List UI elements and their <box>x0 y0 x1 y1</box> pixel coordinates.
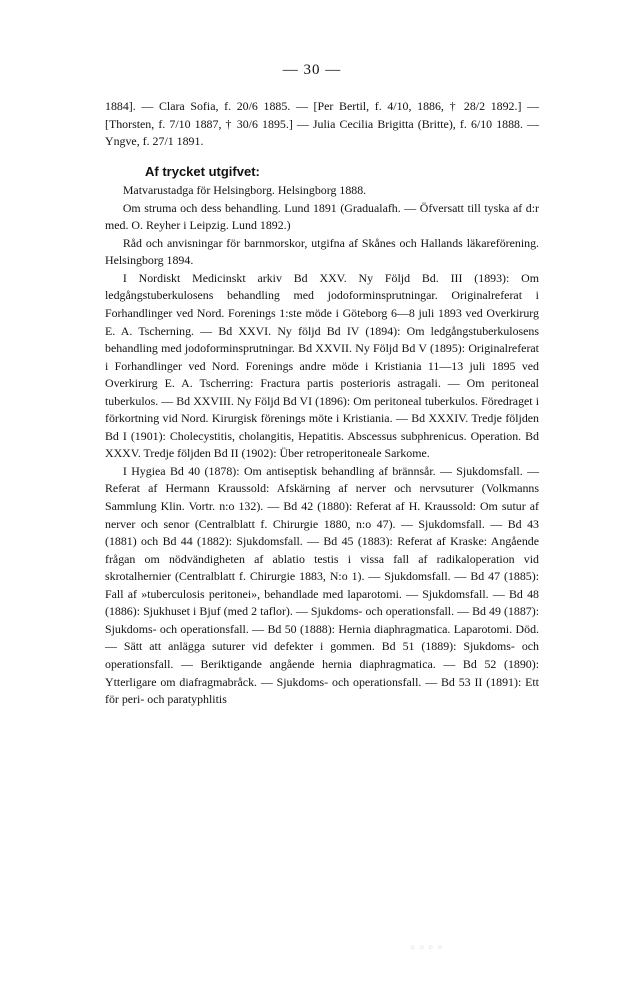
body-text <box>105 98 539 709</box>
entry-paragraph: I Nordiskt Medicinskt arkiv Bd XXV. Ny Följd Bd. III (1893): Om ledgångstuberkulosens behandling med jodoforminsprutningar. Originalreferat i Forhandlinger ved Nord. Forenings 1:ste möde i Göteborg 6—8 juli 1893 ved Overkirurg E. A. Tscherning. — Bd XXVI. Ny följd Bd IV (1894): Om ledgångstuberkulosens behandling med jodoforminsprutningar. Bd XXVII. Ny Följd Bd V (1895): Originalreferat i Forhandlinger ved Nord. Forenings andre möde i Kristiania 11—13 juli 1895 ved Overkirurg E. A. Tscherring: Fractura partis posterioris astragali. — Om peritoneal tuberkulos. — Bd XXVIII. Ny Följd Bd VI (1896): Om peritoneal tuberkulos. Föredraget i förkortning vid Nord. Kirurgisk förenings möte i Kristiania. — Bd XXXIV. Tredje följden Bd I (1901): Cholecystitis, cholangitis, Hepatitis. Abscessus subphrenicus. Operation. Bd XXXV. Tredje följden Bd II (1902): Über retroperitoneale Sarkome. <box>105 270 539 461</box>
page-number: — 30 — <box>282 62 342 78</box>
entry-paragraph: Råd och anvisningar för barnmorskor, utgifna af Skånes och Hallands läkareförening. Helsingborg 1894. <box>105 235 539 268</box>
section-heading: Af trycket utgifvet: <box>145 163 260 179</box>
library-watermark: ◦ ◦ ◦ ◦ <box>410 940 443 956</box>
entry-paragraph: I Hygiea Bd 40 (1878): Om antiseptisk behandling af brännsår. — Sjukdomsfall. — Referat af Hermann Kraussold: Afskärning af nerver och nervsuturer (Volkmanns Sammlung Klin. Vortr. n:o 132). — Bd 42 (1880): Referat af H. Kraussold: Om sutur af nerver och senor (Centralblatt f. Chirurgie 1880, n:o 47). — Sjukdomsfall. — Bd 43 (1881) och Bd 44 (1882): Sjukdomsfall. — Bd 45 (1883): Referat af Kraske: Angående frågan om nödvändigheten af ablatio testis i vissa fall af radikaloperation vid skrotalhernier (Centralblatt f. Chirurgie 1883, N:o 1). — Sjukdomsfall. — Bd 47 (1885): Fall af »tuberculosis peritonei», behandlade med laparotomi. — Sjukdomsfall. — Bd 48 (1886): Sjukhuset i Bjuf (med 2 taflor). — Sjukdoms- och operationsfall. — Bd 49 (1887): Sjukdoms- och operationsfall. — Bd 50 (1888): Hernia diaphragmatica. Laparotomi. Död. — Sätt att anlägga suturer vid defekter i gommen. Bd 51 (1889): Sjukdoms- och operationsfall. — Beriktigande angående hernia diaphragmatica. — Bd 52 (1890): Ytterligare om diafragmabråck. — Sjukdoms- och operationsfall. — Bd 53 II (1891): Ett för peri- och paratyphlitis <box>105 463 539 707</box>
children-paragraph: 1884]. — Clara Sofia, f. 20/6 1885. — [Per Bertil, f. 4/10, 1886, † 28/2 1892.] — [Thorsten, f. 7/10 1887, † 30/6 1895.] — Julia Cecilia Brigitta (Britte), f. 6/10 1888. — Yngve, f. 27/1 1891. <box>105 99 539 149</box>
entry-paragraph: Matvarustadga för Helsingborg. Helsingborg 1888. <box>122 183 367 198</box>
entry-paragraph: Om struma och dess behandling. Lund 1891 (Gradualafh. — Öfversatt till tyska af d:r med. O. Reyher i Leipzig. Lund 1892.) <box>105 200 539 233</box>
